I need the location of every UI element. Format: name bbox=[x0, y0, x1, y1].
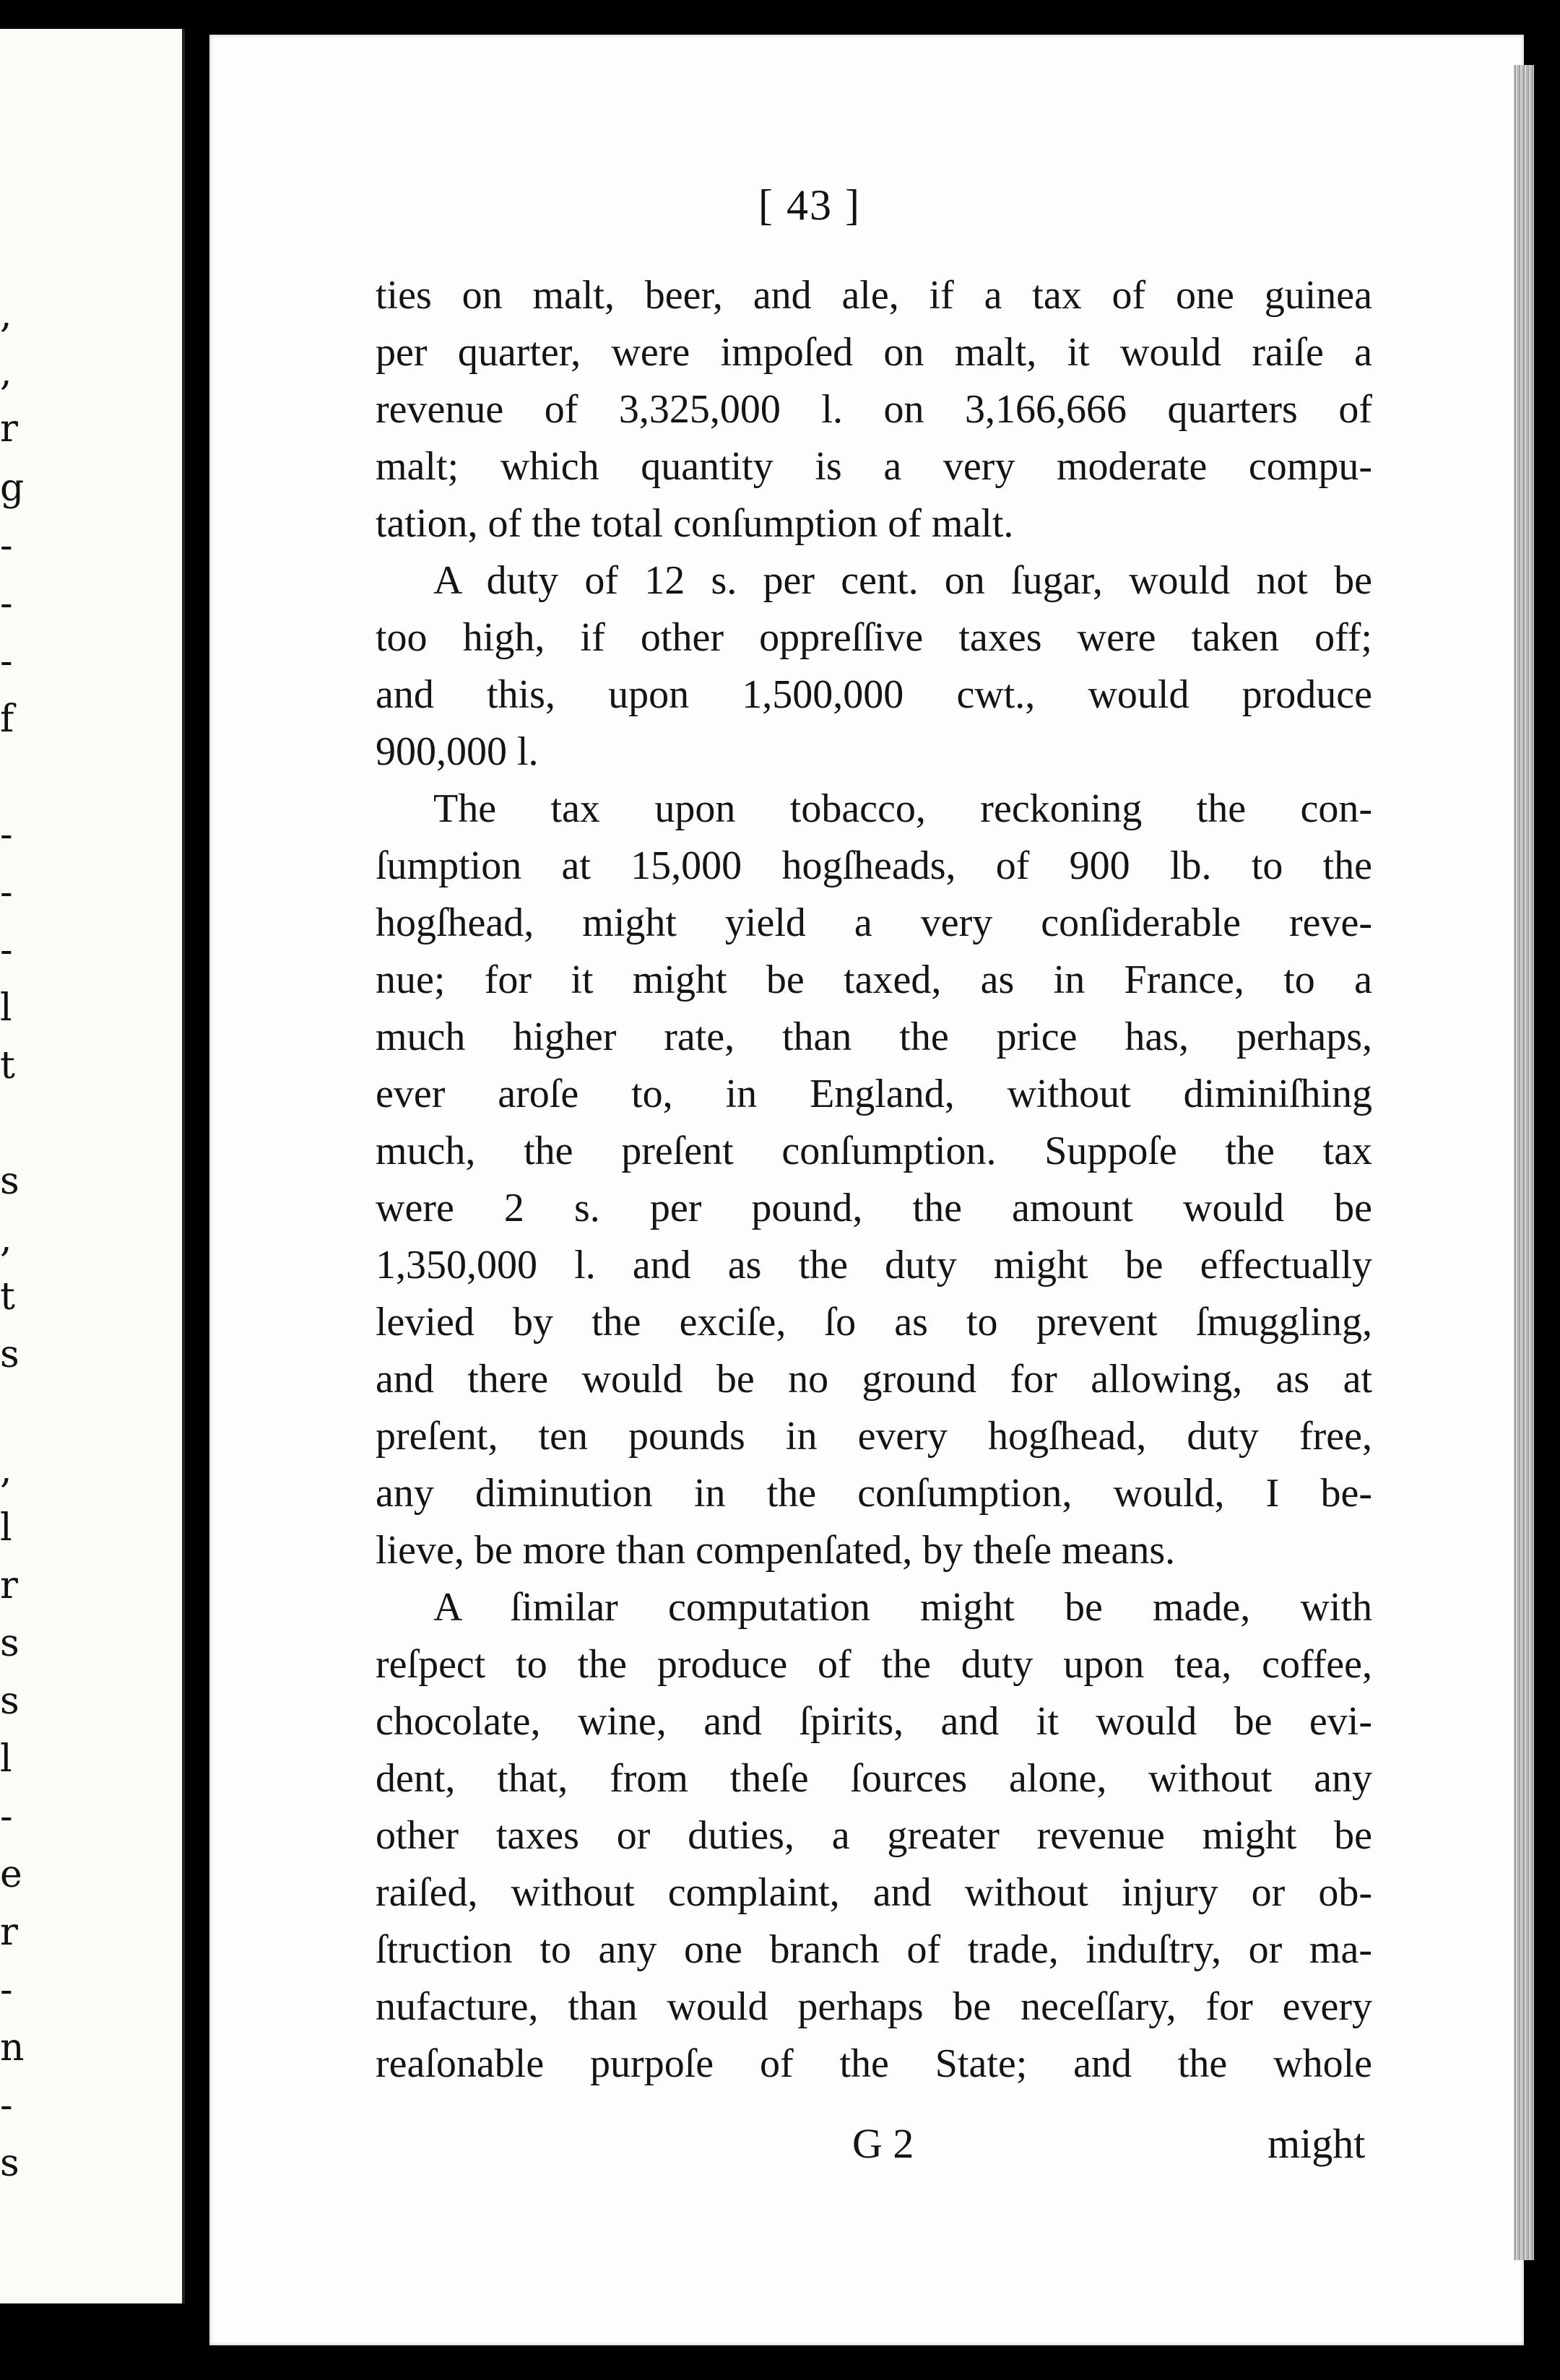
text-line: much higher rate, than the price has, perhaps, bbox=[376, 1015, 1372, 1059]
left-page-fragment: - bbox=[0, 524, 13, 568]
text-line: The tax upon tobacco, reckoning the con- bbox=[433, 786, 1372, 831]
text-line: revenue of 3,325,000 l. on 3,166,666 quarters of bbox=[376, 387, 1372, 432]
text-line: too high, if other oppreſſive taxes were taken off; bbox=[376, 615, 1372, 660]
text-line: and this, upon 1,500,000 cwt., would produce bbox=[376, 672, 1372, 717]
text-line: raiſed, without complaint, and without injury or ob- bbox=[376, 1870, 1372, 1915]
page-edges bbox=[1514, 65, 1534, 2260]
left-page-fragment: l bbox=[0, 986, 12, 1030]
catchword: might bbox=[1268, 2120, 1366, 2167]
left-page-fragment: - bbox=[0, 2084, 13, 2127]
left-page-fragment: s bbox=[0, 1333, 20, 1376]
page-number-header: [ 43 ] bbox=[758, 181, 861, 229]
left-page-fragment: - bbox=[0, 1968, 13, 2012]
left-page-fragment: - bbox=[0, 813, 13, 856]
text-line: preſent, ten pounds in every hogſhead, duty free, bbox=[376, 1414, 1372, 1459]
text-line: nufacture, than would perhaps be neceſſary, for every bbox=[376, 1984, 1372, 2029]
text-line: ties on malt, beer, and ale, if a tax of one guinea bbox=[376, 273, 1372, 318]
left-page-fragment: n bbox=[0, 2026, 25, 2070]
left-page-fragment: - bbox=[0, 929, 13, 972]
text-line: ſumption at 15,000 hogſheads, of 900 lb. to the bbox=[376, 843, 1372, 888]
left-page-fragment: l bbox=[0, 1737, 12, 1781]
left-page-fragment: r bbox=[0, 407, 18, 451]
left-page-fragment: , bbox=[0, 351, 12, 394]
left-page-fragment: r bbox=[0, 1911, 18, 1954]
text-line: 900,000 l. bbox=[376, 729, 539, 774]
text-line: A duty of 12 s. per cent. on ſugar, would not be bbox=[433, 558, 1372, 603]
page-footer bbox=[0, 2119, 1560, 2177]
text-line: other taxes or duties, a greater revenue might be bbox=[376, 1813, 1372, 1858]
signature-mark: G 2 bbox=[852, 2120, 914, 2167]
text-line: dent, that, from theſe ſources alone, without any bbox=[376, 1756, 1372, 1801]
text-line: A ſimilar computation might be made, with bbox=[433, 1585, 1372, 1630]
text-line: chocolate, wine, and ſpirits, and it would be evi- bbox=[376, 1699, 1372, 1744]
text-line: ſtruction to any one branch of trade, induſtry, or ma- bbox=[376, 1927, 1372, 1972]
text-line: reſpect to the produce of the duty upon tea, coffee, bbox=[376, 1642, 1372, 1687]
left-page-fragment: , bbox=[0, 293, 12, 336]
left-page-fragment: - bbox=[0, 871, 13, 914]
left-page-fragment: t bbox=[0, 1044, 15, 1087]
left-page-fragment: s bbox=[0, 1680, 20, 1723]
text-line: much, the preſent conſumption. Suppoſe the tax bbox=[376, 1129, 1372, 1173]
text-line: hogſhead, might yield a very conſiderable reve- bbox=[376, 900, 1372, 945]
left-page-fragment: s bbox=[0, 1160, 20, 1203]
text-line: levied by the exciſe, ſo as to prevent ſmuggling, bbox=[376, 1300, 1372, 1345]
left-page-fragment: r bbox=[0, 1564, 18, 1607]
left-page-fragment: , bbox=[0, 1217, 12, 1261]
left-facing-page bbox=[0, 29, 185, 2303]
body-text bbox=[376, 267, 1372, 2093]
text-line: any diminution in the conſumption, would, I be- bbox=[376, 1471, 1372, 1516]
text-line: malt; which quantity is a very moderate compu- bbox=[376, 444, 1372, 489]
left-page-fragment: g bbox=[0, 466, 25, 510]
left-page-fragment: - bbox=[0, 1795, 13, 1838]
left-page-fragment: - bbox=[0, 640, 13, 683]
text-line: were 2 s. per pound, the amount would be bbox=[376, 1186, 1372, 1230]
left-page-fragment: - bbox=[0, 582, 13, 625]
text-line: 1,350,000 l. and as the duty might be effectually bbox=[376, 1243, 1372, 1287]
left-page-fragment: , bbox=[0, 1449, 12, 1492]
text-line: tation, of the total conſumption of malt. bbox=[376, 501, 1014, 546]
left-page-fragment: e bbox=[0, 1853, 22, 1896]
text-line: per quarter, were impoſed on malt, it would raiſe a bbox=[376, 330, 1372, 375]
left-page-fragment: f bbox=[0, 698, 14, 741]
text-line: nue; for it might be taxed, as in France, to a bbox=[376, 957, 1372, 1002]
left-page-fragment: l bbox=[0, 1506, 12, 1550]
left-page-fragment: s bbox=[0, 2142, 20, 2185]
text-line: ever aroſe to, in England, without diminiſhing bbox=[376, 1072, 1372, 1116]
left-page-fragment: t bbox=[0, 1275, 15, 1319]
text-line: reaſonable purpoſe of the State; and the whole bbox=[376, 2041, 1372, 2086]
text-line: and there would be no ground for allowing, as at bbox=[376, 1357, 1372, 1402]
left-page-fragment: s bbox=[0, 1622, 20, 1665]
text-line: lieve, be more than compenſated, by theſe means. bbox=[376, 1528, 1176, 1573]
